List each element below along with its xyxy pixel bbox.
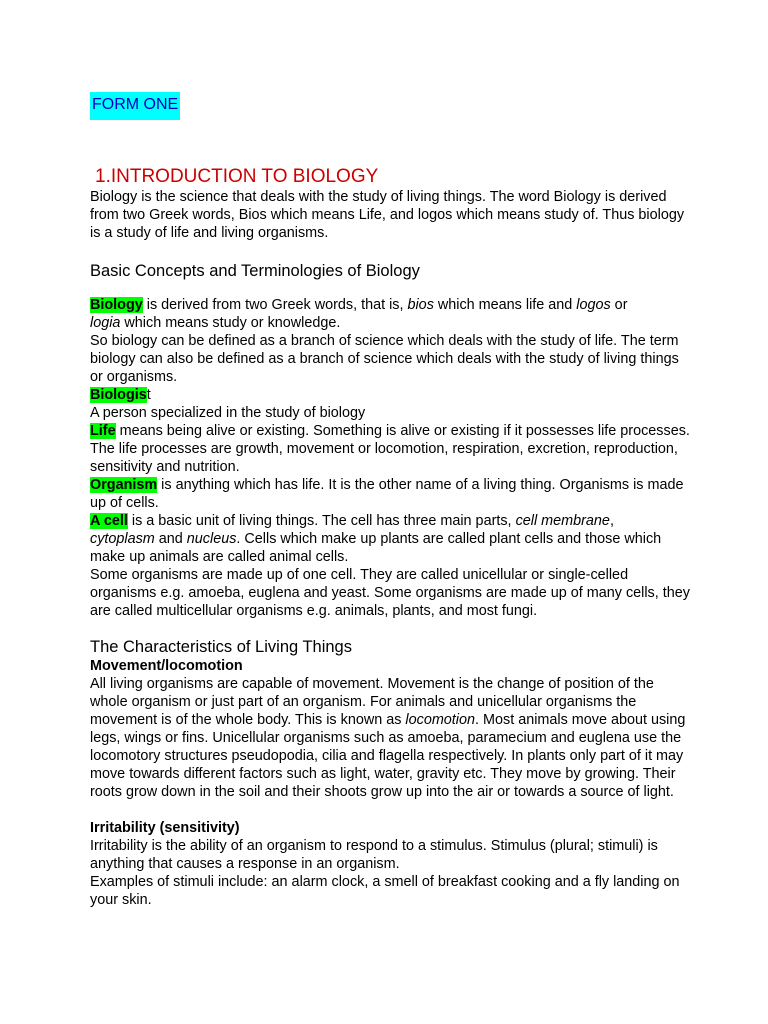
term-organism: Organism xyxy=(90,477,158,493)
stimuli-examples: Examples of stimuli include: an alarm clock, a smell of breakfast cooking and a fly landing on your skin. xyxy=(90,874,680,908)
organism-definition: Organism is anything which has life. It is the other name of a living thing. Organisms is made up of cells. xyxy=(90,477,684,511)
biology-definition: Biology is derived from two Greek words, that is, bios which means life and logos or logia which means study or knowledge. xyxy=(90,297,628,331)
term-biologist: Biologis xyxy=(90,387,147,403)
basic-concepts-heading: Basic Concepts and Terminologies of Biology xyxy=(90,262,420,280)
characteristics-section xyxy=(90,657,690,909)
term-biology: Biology xyxy=(90,297,143,313)
irritability-heading: Irritability (sensitivity) xyxy=(90,820,240,836)
characteristics-heading: The Characteristics of Living Things xyxy=(90,638,352,656)
unicellular-paragraph: Some organisms are made up of one cell. They are called unicellular or single-celled organisms e.g. amoeba, euglena and yeast. Some organisms are made up of many cells, they are called multicellular organisms e.g. animals, plants, and most fungi. xyxy=(90,567,690,619)
movement-paragraph: All living organisms are capable of movement. Movement is the change of position of the whole organism or just part of an organism. For animals and unicellular organisms the movement is of the whole body. This is known as locomotion. Most animals move about using legs, wings or fins. Unicellular organisms such as amoeba, paramecium and euglena use the locomotory structures pseudopodia, cilia and flagella respectively. In plants only part of it may move towards different factors such as light, water, gravity etc. They move by growing. Their roots grow down in the soil and their shoots grow up into the air or towards a source of light. xyxy=(90,676,686,800)
chapter-title: 1.INTRODUCTION TO BIOLOGY xyxy=(95,166,379,187)
cell-definition: A cell is a basic unit of living things. The cell has three main parts, cell membrane, cytoplasm and nucleus. Cells which make up plants are called plant cells and those which make up animals are called animal cells. xyxy=(90,513,662,565)
irritability-paragraph: Irritability is the ability of an organism to respond to a stimulus. Stimulus (plural; stimuli) is anything that causes a response in an organism. xyxy=(90,838,658,872)
so-biology-paragraph: So biology can be defined as a branch of science which deals with the study of life. The term biology can also be defined as a branch of science which deals with the study of living things or organisms. xyxy=(90,333,679,385)
intro-paragraph xyxy=(90,188,690,242)
term-life: Life xyxy=(90,423,116,439)
biologist-definition: A person specialized in the study of biology xyxy=(90,405,366,421)
basic-concepts-section xyxy=(90,296,690,620)
biologist-heading: Biologist xyxy=(90,387,151,403)
life-definition: Life means being alive or existing. Something is alive or existing if it possesses life processes. The life processes are growth, movement or locomotion, respiration, excretion, reproduction, sensitivity and nutrition. xyxy=(90,423,690,475)
form-label: FORM ONE xyxy=(90,92,180,120)
movement-heading: Movement/locomotion xyxy=(90,658,243,674)
term-cell: A cell xyxy=(90,513,128,529)
intro-text: Biology is the science that deals with the study of living things. The word Biology is derived from two Greek words, Bios which means Life, and logos which means study of. Thus biology is a study of life and living organisms. xyxy=(90,189,685,241)
